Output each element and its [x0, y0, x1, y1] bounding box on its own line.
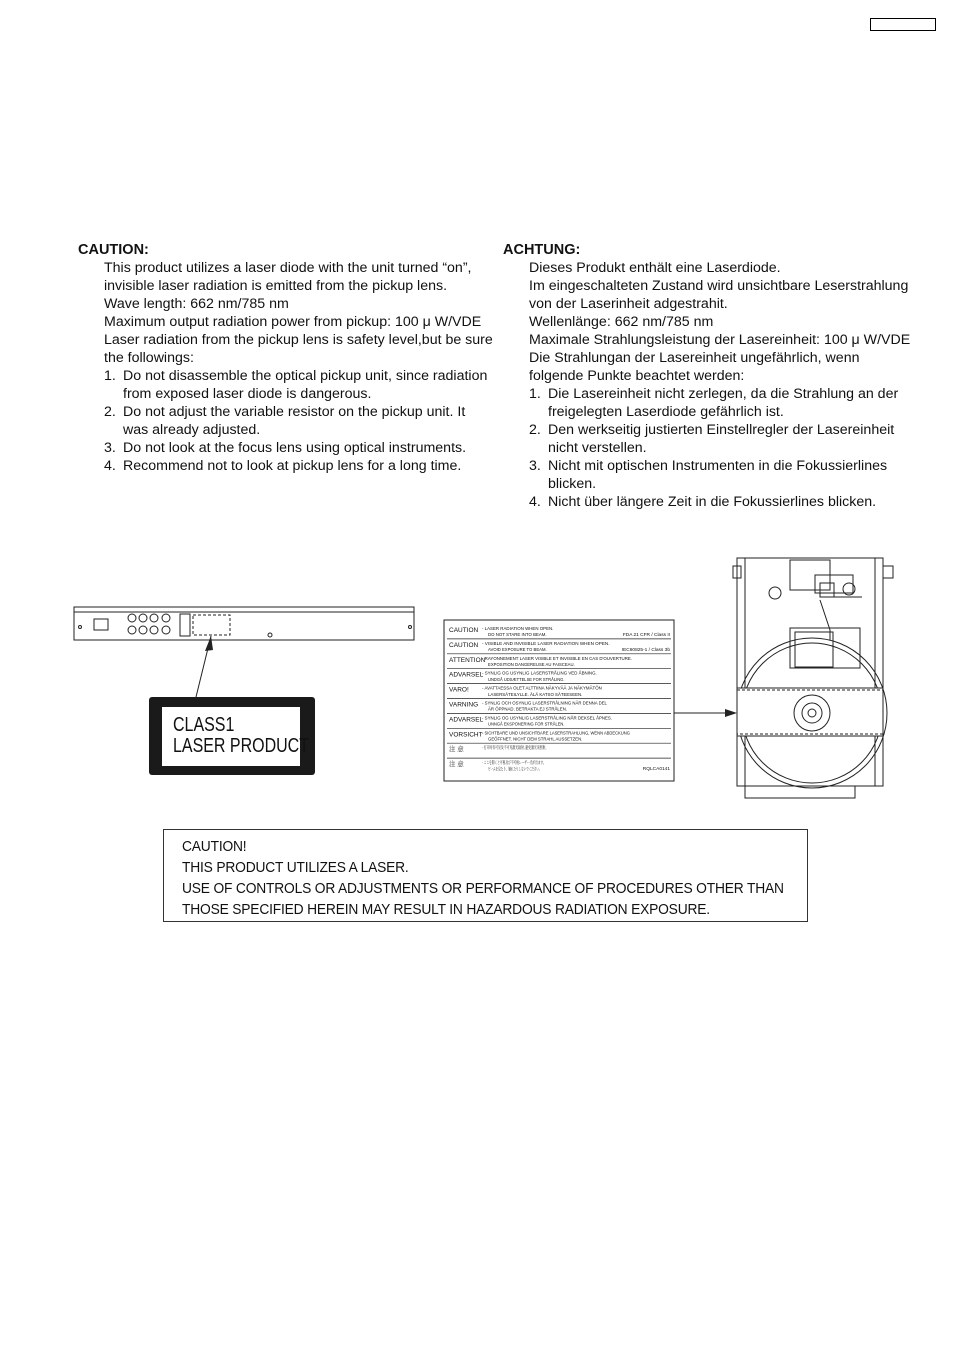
warning-text: LASERSÄTEILYLLE. ÄLÄ KATSO SÄTEESEEN.	[488, 691, 588, 697]
warning-text: - SYNLIG OG USYNLIG LASERSTRÅLING NÅR DEKSEL ÅPNES.	[482, 715, 620, 721]
warning-ref: RQLCA0141	[642, 767, 670, 773]
list-item: 4. Nicht über längere Zeit in die Fokussierlines blicken.	[529, 494, 877, 510]
warning-tag: CAUTION	[449, 641, 479, 649]
notice-line: USE OF CONTROLS OR ADJUSTMENTS OR PERFORMANCE OF PROCEDURES OTHER THAN	[182, 880, 784, 897]
mechanism-drawing	[674, 558, 893, 798]
warning-text: DO NOT STARE INTO BEAM.	[488, 632, 547, 638]
warning-ref: FDA 21 CFR / Class II	[622, 633, 670, 638]
warning-text: - RAYONNEMENT LASER VISIBLE ET INVISIBLE EN CAS D'OUVERTURE.	[482, 655, 632, 661]
warning-text: EXPOSITION DANGEREUSE AU FAISCEAU.	[488, 662, 575, 667]
achtung-paragraph: Die Strahlungan der Lasereinheit ungefährlich, wenn folgende Punkte beachtet werden:	[529, 350, 860, 384]
list-item: 1. Do not disassemble the optical pickup unit, since radiation from exposed laser diode is dangerous.	[104, 368, 488, 402]
warning-text: - AVATTAESSA OLET ALTTIINA NÄKYVÄÄ JA NÄKYMÄTÖN	[482, 685, 607, 691]
warning-tag: 注 意	[449, 746, 464, 754]
list-item: 2. Den werkseitig justierten Einstellregler der Lasereinheit nicht verstellen.	[529, 422, 895, 456]
pointer-arrow	[725, 709, 737, 717]
caution-paragraph: Wave length: 662 nm/785 nm	[104, 296, 289, 312]
warning-text: UNDGÅ UDSÆTTELSE FOR STRÅLING.	[488, 676, 575, 682]
notice-line: CAUTION!	[182, 838, 247, 855]
achtung-paragraph: Dieses Produkt enthält eine Laserdiode.	[529, 260, 781, 276]
achtung-paragraph: Maximale Strahlungsleistung der Lasereinheit: 100 μ W/VDE	[529, 332, 911, 348]
warning-label-table	[444, 620, 674, 781]
warning-tag: ATTENTION	[449, 656, 486, 664]
pointer-arrow	[205, 636, 213, 651]
achtung-heading: ACHTUNG:	[503, 242, 581, 258]
warning-text: - SYNLIG OCH OSYNLIG LASERSTRÅLNING NÄR DENNA DEL	[482, 700, 616, 706]
achtung-paragraph: Wellenlänge: 662 nm/785 nm	[529, 314, 714, 330]
list-item: 2. Do not adjust the variable resistor on the pickup unit. It was already adjusted.	[104, 404, 466, 438]
warning-text: - SYNLIG OG USYNLIG LASERSTRÅLING VED ÅBNING.	[482, 670, 602, 676]
caution-notice-box	[163, 829, 808, 922]
class1-label-line1: CLASS1	[173, 713, 235, 736]
warning-tag: CAUTION	[449, 627, 479, 634]
notice-line: THIS PRODUCT UTILIZES A LASER.	[182, 859, 409, 876]
warning-text: AVOID EXPOSURE TO BEAM.	[488, 647, 547, 653]
notice-line: THOSE SPECIFIED HEREIN MAY RESULT IN HAZARDOUS RADIATION EXPOSURE.	[182, 901, 710, 918]
warning-text: GEÖFFNET. NICHT DEM STRAHL AUSSETZEN.	[488, 736, 590, 742]
warning-text: ÄR ÖPPNAD. BETRAKTA EJ STRÅLEN.	[488, 706, 572, 712]
warning-text: - ここを開くと可視及び不可視レーザー光が出ます。	[482, 760, 591, 766]
list-item: 3. Do not look at the focus lens using optical instruments.	[104, 440, 467, 456]
rear-panel-drawing	[74, 607, 414, 697]
warning-tag: 注 意	[449, 761, 464, 769]
warning-tag: ADVARSEL	[449, 671, 484, 679]
list-item: 4. Recommend not to look at pickup lens for a long time.	[104, 458, 462, 474]
caution-paragraph: This product utilizes a laser diode with the unit turned “on”, invisible laser radiation is emitted from the pickup lens.	[104, 260, 472, 294]
list-item: 1. Die Lasereinheit nicht zerlegen, da die Strahlung an der freigelegten Laserdiode gefährlich ist.	[529, 386, 899, 420]
warning-text: - VISIBLE AND INVISIBLE LASER RADIATION WHEN OPEN.	[482, 640, 610, 646]
warning-text: - 打开时有可见及不可见激光辐射, 避免激光束照射。	[482, 745, 589, 751]
warning-ref: IEC60825-1 / Class 3b	[621, 647, 670, 653]
warning-text: UNNGÅ EKSPONERING FOR STRÅLEN.	[488, 721, 575, 727]
achtung-paragraph: Im eingeschalteten Zustand wird unsichtbare Leserstrahlung von der Laserinheit adgestrahit.	[529, 278, 909, 312]
caution-paragraph: Maximum output radiation power from pickup: 100 μ W/VDE	[104, 314, 482, 330]
warning-text: - LASER RADIATION WHEN OPEN.	[482, 626, 554, 631]
caution-heading: CAUTION:	[78, 242, 149, 258]
warning-text: - SICHTBARE UND UNSICHTBARE LASERSTRAHLUNG, WENN ABDECKUNG	[482, 730, 631, 736]
warning-text: ビームを見たり、触れたりしないでください。	[488, 766, 585, 772]
caution-paragraph: Laser radiation from the pickup lens is safety level,but be sure the followings:	[104, 332, 493, 366]
list-item: 3. Nicht mit optischen Instrumenten in die Fokussierlines blicken.	[529, 458, 888, 492]
class1-label-line2: LASER PRODUCT	[173, 734, 310, 757]
warning-tag: ADVARSEL	[449, 716, 484, 724]
warning-tag: VARO!	[449, 686, 469, 694]
warning-tag: VORSICHT	[449, 731, 483, 739]
warning-tag: VARNING	[449, 701, 479, 709]
